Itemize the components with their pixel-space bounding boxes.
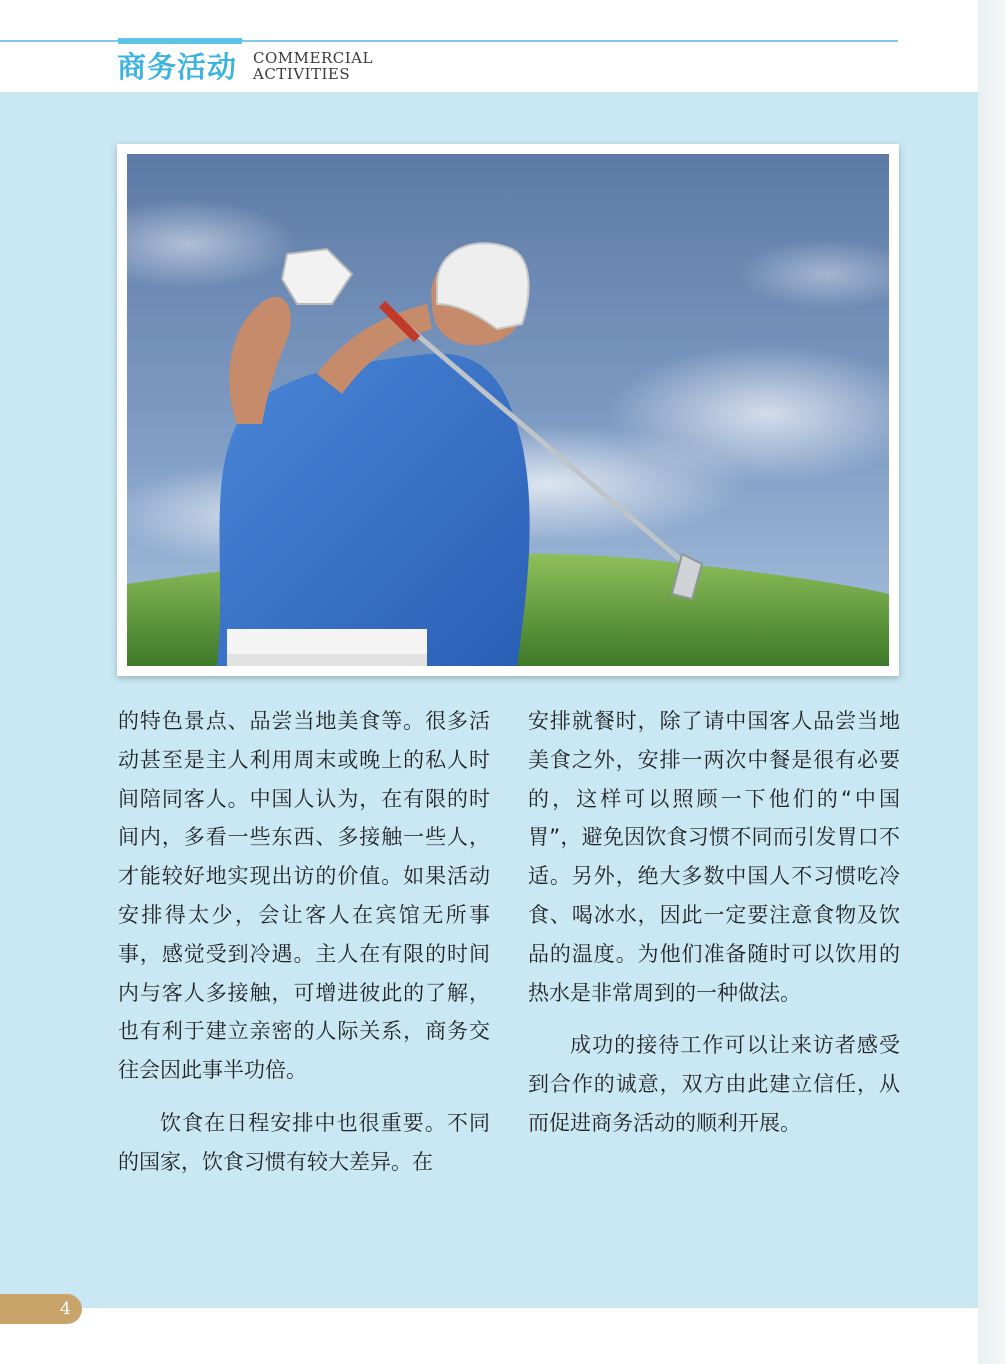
section-title-english-line2: ACTIVITIES bbox=[253, 65, 351, 83]
text-column-right bbox=[528, 702, 900, 1143]
page-edge bbox=[978, 0, 1006, 1364]
header-accent-bar bbox=[118, 38, 242, 44]
section-title-english-line1: COMMERCIAL bbox=[253, 49, 373, 67]
text-column-left bbox=[118, 702, 490, 1182]
paragraph: 成功的接待工作可以让来访者感受到合作的诚意，双方由此建立信任，从而促进商务活动的顺利开展。 bbox=[528, 1033, 900, 1135]
page-number: 4 bbox=[60, 1299, 71, 1319]
paragraph: 安排就餐时，除了请中国客人品尝当地美食之外，安排一两次中餐是很有必要的，这样可以照顾一下他们的“中国胃”，避免因饮食习惯不同而引发胃口不适。另外，绝大多数中国人不习惯吃冷食、喝冰水，因此一定要注意食物及饮品的温度。为他们准备随时可以饮用的热水是非常周到的一种做法。 bbox=[528, 709, 900, 1005]
section-title: 商务活动 bbox=[117, 50, 238, 84]
paragraph: 的特色景点、品尝当地美食等。很多活动甚至是主人利用周末或晚上的私人时间陪同客人。中国人认为，在有限的时间内，多看一些东西、多接触一些人，才能较好地实现出访的价值。如果活动安排得太少，会让客人在宾馆无所事事，感觉受到冷遇。主人在有限的时间内与客人多接触，可增进彼此的了解，也有利于建立亲密的人际关系，商务交往会因此事半功倍。 bbox=[118, 709, 490, 1083]
section-title-english bbox=[253, 50, 373, 82]
paragraph: 饮食在日程安排中也很重要。不同的国家，饮食习惯有较大差异。在 bbox=[118, 1110, 490, 1174]
golfer-photo bbox=[127, 154, 889, 666]
photo-frame bbox=[117, 144, 899, 676]
